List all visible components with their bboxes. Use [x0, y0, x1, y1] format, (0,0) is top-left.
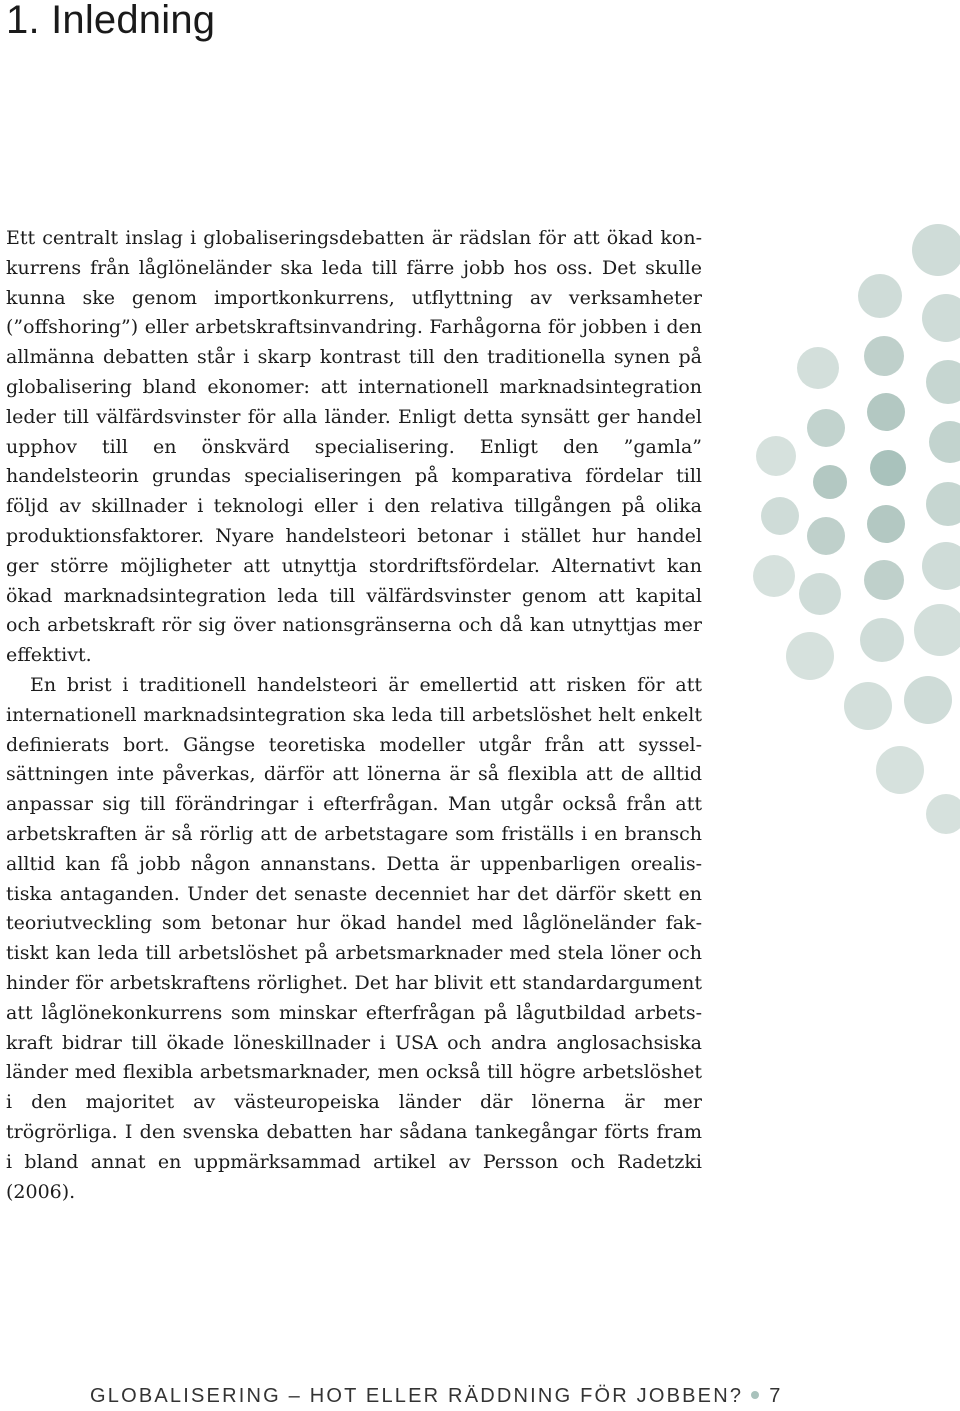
- body-text: [6, 224, 702, 1207]
- decorative-dot: [904, 676, 952, 724]
- decorative-dot: [929, 421, 960, 463]
- decorative-dot: [912, 224, 960, 276]
- decorative-dot: [876, 746, 924, 794]
- paragraph-1: Ett centralt inslag i globaliseringsdebatten är rädslan för att ökad konkurrens från låglöneländer ska leda till färre jobb hos oss. Det skulle kunna ske genom importkonkurrens, utflyttning av verksamheter (”offshoring”) eller arbetskraftsinvandring. Farhågorna för jobben i den allmänna debatten står i skarp kontrast till den traditionella synen på globalisering bland ekonomer: att internationell marknadsintegration leder till välfärdsvinster för alla länder. Enligt detta synsätt ger handel upphov till en önskvärd specialisering. Enligt den ”gamla” handelsteorin grundas specialiseringen på komparativa fördelar till följd av skillnader i teknologi eller i den relativa tillgången på olika produktionsfaktorer. Nyare handelsteori betonar i stället hur handel ger större möjligheter att utnyttja stordriftsfördelar. Alternativt kan ökad marknadsintegration leda till välfärdsvinster genom att kapital och arbetskraft rör sig över nationsgränserna och då kan utnyttjas mer effektivt.: [6, 227, 702, 667]
- decorative-dot: [786, 632, 834, 680]
- decorative-dot: [922, 542, 960, 590]
- decorative-dot: [926, 794, 960, 834]
- decorative-dot: [761, 497, 799, 535]
- decorative-dot-pattern: [750, 210, 960, 850]
- decorative-dot: [807, 409, 845, 447]
- decorative-dot: [870, 450, 906, 486]
- decorative-dot: [797, 347, 839, 389]
- decorative-dot: [864, 336, 904, 376]
- bullet-separator-icon: [751, 1391, 759, 1399]
- decorative-dot: [813, 465, 847, 499]
- decorative-dot: [799, 573, 841, 615]
- page-number: 7: [769, 1385, 783, 1407]
- paragraph-2: En brist i traditionell handelsteori är emellertid att risken för att internationell marknadsintegration ska leda till arbetslöshet helt enkelt definierats bort. Gängse teoretiska modeller utgår från att sysselsättningen inte påverkas, därför att lönerna är så flexibla att de alltid anpassar sig till förändringar i efterfrågan. Man utgår också från att arbetskraften är så rörlig att de arbetstagare som friställs i en bransch alltid kan få jobb någon annanstans. Detta är uppenbarligen orealistiska antaganden. Under det senaste decenniet har det därför skett en teoriutveckling som betonar hur ökad handel med låglöneländer faktiskt kan leda till arbetslöshet på arbetsmarknader med stela löner och hinder för arbetskraftens rörlighet. Det har blivit ett standardargument att låglönekonkurrens som minskar efterfrågan på lågutbildad arbetskraft bidrar till ökade löneskillnader i USA och andra anglosachsiska länder med flexibla arbetsmarknader, men också till högre arbetslöshet i den majoritet av västeuropeiska länder där lönerna är mer trögrörliga. I den svenska debatten har sådana tankegångar förts fram i bland annat en uppmärksammad artikel av Persson och Radetzki (2006).: [6, 673, 702, 1203]
- decorative-dot: [807, 517, 845, 555]
- decorative-dot: [864, 560, 904, 600]
- decorative-dot: [926, 482, 960, 526]
- decorative-dot: [914, 604, 960, 656]
- decorative-dot: [858, 274, 902, 318]
- running-title: GLOBALISERING – HOT ELLER RÄDDNING FÖR JOBBEN?: [90, 1385, 744, 1407]
- decorative-dot: [867, 393, 905, 431]
- decorative-dot: [844, 682, 892, 730]
- dot-column-middle: [858, 274, 906, 662]
- dot-column-outer: [753, 436, 799, 597]
- dot-column-bottom: [844, 676, 960, 834]
- page-title: 1. Inledning: [6, 0, 216, 42]
- decorative-dot: [867, 505, 905, 543]
- decorative-dot: [926, 360, 960, 404]
- decorative-dot: [860, 618, 904, 662]
- decorative-dot: [756, 436, 796, 476]
- page-footer: [90, 1385, 783, 1408]
- decorative-dot: [922, 294, 960, 342]
- dot-column-right: [912, 224, 960, 656]
- decorative-dot: [753, 555, 795, 597]
